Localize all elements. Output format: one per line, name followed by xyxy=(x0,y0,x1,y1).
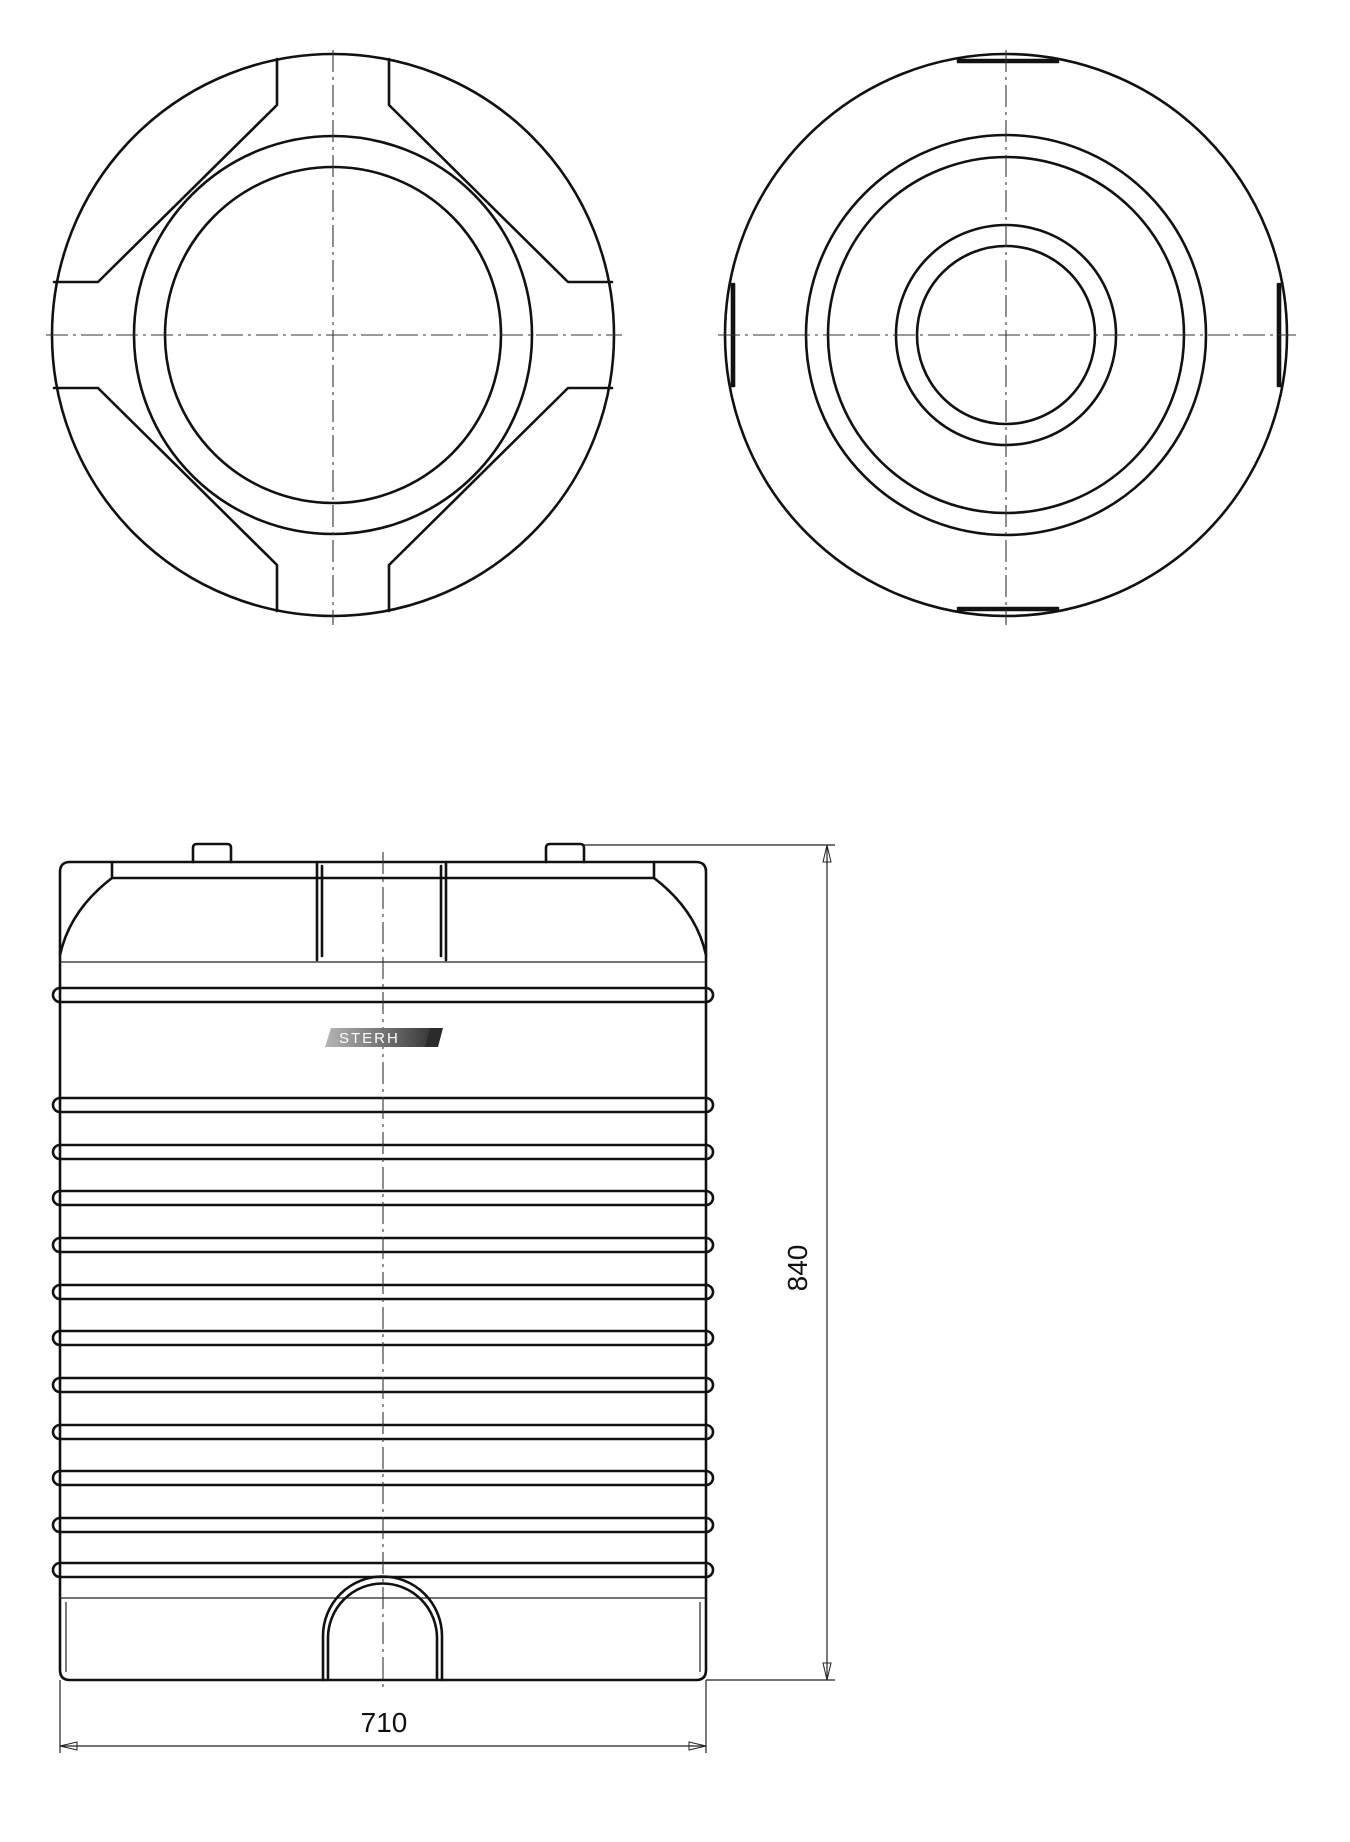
bottom-view-flat-top xyxy=(958,60,1058,62)
front-view-nozzle-right xyxy=(546,844,584,862)
front-view-shoulder-left xyxy=(60,862,112,955)
height-dimension-label: 840 xyxy=(782,1244,813,1292)
bottom-view-flat-bottom xyxy=(958,608,1058,610)
front-view xyxy=(53,844,713,1690)
sterh-logo xyxy=(325,1028,443,1047)
front-view-top-cutout-inner xyxy=(322,866,441,956)
top-view-rib-ne xyxy=(389,59,612,282)
front-view-shoulder-right xyxy=(654,862,706,955)
top-view-rib-se xyxy=(389,388,612,611)
width-dimension-label: 710 xyxy=(360,1707,408,1738)
top-view xyxy=(46,50,622,625)
top-view-rib-sw xyxy=(54,388,277,611)
front-view-nozzle-left xyxy=(193,844,231,862)
top-view-rib-nw xyxy=(54,59,277,282)
logo-text: STERH xyxy=(339,1030,400,1047)
bottom-view xyxy=(718,50,1296,625)
